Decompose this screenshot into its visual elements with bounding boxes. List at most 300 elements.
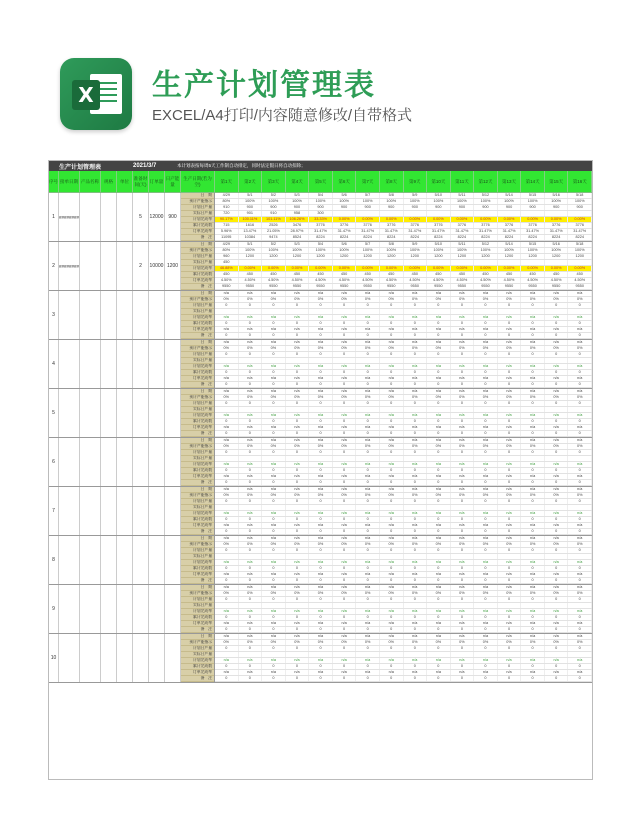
grid-cell: 0% [568, 297, 592, 302]
grid-cell: 0 [521, 578, 545, 583]
grid-cell: n/a [427, 462, 451, 467]
grid-cell: 0 [262, 548, 286, 553]
metric-label: 累计完成数 [181, 272, 214, 278]
grid-cell: 0 [333, 468, 357, 473]
grid-cell: 9550 [333, 284, 357, 289]
grid-cell: n/a [545, 560, 569, 565]
grid-cell: 0% [427, 444, 451, 449]
grid-cell [498, 554, 522, 559]
grid-cell: 0 [215, 664, 239, 669]
metric-label: 计划完成率 [181, 511, 214, 517]
grid-cell: 0.00% [404, 266, 428, 271]
block-cell [101, 585, 117, 633]
grid-cell: 4.50% [309, 278, 333, 283]
sheet-note: 本计划表按每周5天工作制自动排定，同时法定假日将自动扣除； [177, 163, 306, 168]
grid-cell: 0 [427, 529, 451, 534]
metric-label: 累计完成数 [181, 517, 214, 523]
grid-cell: 0 [262, 566, 286, 571]
grid-cell: 0 [380, 664, 404, 669]
grid-cell: 0 [498, 517, 522, 522]
grid-cell: 450 [356, 272, 380, 277]
grid-cell: n/a [474, 462, 498, 467]
block-cell [80, 585, 101, 633]
plan-block [49, 389, 592, 438]
grid-cell: 9550 [568, 284, 592, 289]
grid-cell: 0 [309, 468, 333, 473]
grid-cell: n/a [333, 560, 357, 565]
grid-cell: 0 [474, 597, 498, 602]
grid-cell: n/a [427, 425, 451, 430]
grid-cell: 100% [333, 199, 357, 204]
metric-labels [181, 438, 215, 486]
grid-cell: 0% [568, 640, 592, 645]
grid-cell: 0.00% [498, 266, 522, 271]
grid-cell: n/a [498, 572, 522, 577]
grid-cell: 0 [262, 303, 286, 308]
grid-cell: 0 [498, 529, 522, 534]
block-cell [101, 389, 117, 437]
grid-cell: n/a [286, 658, 310, 663]
grid-cell [404, 407, 428, 412]
grid-cell: 0 [451, 480, 475, 485]
grid-cell: n/a [239, 572, 263, 577]
grid-cell: n/a [498, 658, 522, 663]
grid-cell: 900 [286, 205, 310, 210]
grid-cell: n/a [380, 523, 404, 528]
metric-label: 日 期 [181, 536, 214, 542]
grid-cell: n/a [568, 536, 592, 541]
grid-cell [309, 603, 333, 608]
grid-cell [474, 456, 498, 461]
grid-cell: 0 [521, 566, 545, 571]
grid-cell [286, 358, 310, 363]
grid-cell: 0 [380, 468, 404, 473]
grid-cell: 0 [451, 352, 475, 357]
grid-cell: 0 [286, 529, 310, 534]
grid-cell: n/a [333, 474, 357, 479]
metric-label: 计划完成率 [181, 560, 214, 566]
grid-cell: 8224 [333, 235, 357, 240]
block-cell: 8 [49, 536, 59, 584]
grid-cell [451, 456, 475, 461]
grid-cell: n/a [333, 291, 357, 296]
day-grid [215, 193, 592, 241]
grid-cell: 0 [498, 333, 522, 338]
grid-cell: 0 [309, 480, 333, 485]
grid-cell: 0 [215, 419, 239, 424]
grid-cell: n/a [427, 487, 451, 492]
grid-cell: 0 [427, 664, 451, 669]
grid-cell: 900 [309, 205, 333, 210]
grid-cell: n/a [239, 621, 263, 626]
grid-cell [262, 407, 286, 412]
grid-cell [333, 260, 357, 265]
excel-logo-icon: X [60, 58, 132, 130]
grid-cell: 9550 [427, 284, 451, 289]
grid-cell: 0 [545, 321, 569, 326]
grid-cell: 9550 [356, 284, 380, 289]
grid-cell: n/a [521, 413, 545, 418]
grid-cell: n/a [239, 609, 263, 614]
grid-cell: n/a [309, 634, 333, 639]
grid-cell: n/a [545, 389, 569, 394]
grid-cell [380, 603, 404, 608]
grid-cell: n/a [498, 291, 522, 296]
block-cell [80, 487, 101, 535]
column-header: 第2天 [239, 171, 263, 192]
grid-cell: n/a [333, 511, 357, 516]
grid-cell [356, 260, 380, 265]
grid-cell: 0 [521, 480, 545, 485]
grid-cell: n/a [333, 462, 357, 467]
grid-cell: n/a [404, 536, 428, 541]
block-cell [165, 389, 181, 437]
grid-cell: 0 [309, 303, 333, 308]
block-cell [149, 340, 165, 388]
metric-labels [181, 291, 215, 339]
grid-cell: 0 [356, 419, 380, 424]
day-grid [215, 487, 592, 535]
grid-cell: 90.17% [215, 217, 239, 222]
grid-cell: 0 [262, 321, 286, 326]
grid-cell: 0 [239, 578, 263, 583]
grid-cell: 0 [404, 664, 428, 669]
grid-cell: 31.47% [404, 229, 428, 234]
grid-cell: n/a [568, 462, 592, 467]
grid-cell: 5/9 [404, 193, 428, 198]
grid-cell: n/a [380, 315, 404, 320]
grid-cell: 0 [545, 664, 569, 669]
grid-cell: 0 [427, 370, 451, 375]
grid-cell: 900 [474, 205, 498, 210]
block-cell [165, 634, 181, 682]
grid-cell: n/a [356, 474, 380, 479]
grid-cell: 46.88% [215, 266, 239, 271]
grid-cell: 100% [333, 248, 357, 253]
grid-cell: 0% [333, 297, 357, 302]
metric-label: 日 期 [181, 585, 214, 591]
grid-cell: 0 [333, 517, 357, 522]
grid-cell: 5/11 [451, 193, 475, 198]
grid-cell: 0% [380, 542, 404, 547]
grid-cell [521, 407, 545, 412]
block-cell: 10 [49, 634, 59, 682]
block-cell [80, 634, 101, 682]
grid-cell: 0 [474, 382, 498, 387]
grid-cell: 0% [356, 542, 380, 547]
block-cell [101, 193, 117, 241]
grid-cell: n/a [309, 413, 333, 418]
grid-cell: 0 [239, 419, 263, 424]
grid-cell: 0% [239, 395, 263, 400]
block-cell [117, 242, 133, 290]
grid-cell: 0 [215, 352, 239, 357]
grid-cell: 450 [380, 272, 404, 277]
metric-label: 订单完成率 [181, 229, 214, 235]
grid-cell: 0 [498, 352, 522, 357]
grid-cell: n/a [286, 291, 310, 296]
grid-cell: 0% [404, 395, 428, 400]
grid-cell [521, 358, 545, 363]
grid-cell: 0 [215, 333, 239, 338]
grid-cell: 100% [521, 199, 545, 204]
metric-labels [181, 585, 215, 633]
grid-cell: 0% [545, 395, 569, 400]
grid-cell: 0 [262, 450, 286, 455]
grid-cell: n/a [404, 474, 428, 479]
grid-cell: n/a [309, 572, 333, 577]
grid-cell: 900 [521, 205, 545, 210]
grid-cell: 0 [286, 303, 310, 308]
grid-cell: 9550 [262, 284, 286, 289]
metric-label: 实际日产量 [181, 309, 214, 315]
grid-cell: 0 [451, 431, 475, 436]
grid-cell: 0.00% [356, 266, 380, 271]
block-cell [80, 438, 101, 486]
grid-cell: 0 [309, 382, 333, 387]
grid-cell [568, 505, 592, 510]
grid-cell: 0% [380, 591, 404, 596]
grid-cell: 0 [404, 370, 428, 375]
grid-cell: n/a [215, 364, 239, 369]
grid-cell: 100.11% [239, 217, 263, 222]
grid-cell: n/a [356, 315, 380, 320]
block-cell [133, 389, 149, 437]
grid-cell: 4.50% [286, 278, 310, 283]
column-header: 第6天 [333, 171, 357, 192]
grid-cell: 0 [239, 401, 263, 406]
grid-cell [521, 309, 545, 314]
block-cell [117, 487, 133, 535]
grid-cell: n/a [451, 376, 475, 381]
grid-cell: 0% [309, 542, 333, 547]
grid-cell: n/a [215, 462, 239, 467]
grid-cell: n/a [380, 413, 404, 418]
grid-cell: 1200 [286, 254, 310, 259]
grid-cell: n/a [215, 487, 239, 492]
grid-cell [474, 358, 498, 363]
grid-cell: 0 [262, 529, 286, 534]
grid-cell: n/a [521, 511, 545, 516]
grid-cell: 0 [427, 578, 451, 583]
grid-cell: 8224 [427, 235, 451, 240]
grid-cell: n/a [380, 511, 404, 516]
grid-cell: n/a [427, 621, 451, 626]
grid-cell: 0 [380, 597, 404, 602]
grid-cell: n/a [262, 621, 286, 626]
grid-cell: 0 [333, 646, 357, 651]
grid-cell: 900 [427, 205, 451, 210]
grid-cell [545, 652, 569, 657]
block-cell [133, 438, 149, 486]
grid-cell: 9550 [521, 284, 545, 289]
grid-cell: n/a [404, 609, 428, 614]
metric-label: 实际日产量 [181, 260, 214, 266]
grid-cell: 0% [262, 346, 286, 351]
plan-block [49, 634, 592, 683]
grid-cell: 0 [286, 419, 310, 424]
grid-cell: n/a [568, 315, 592, 320]
grid-cell [404, 505, 428, 510]
grid-cell: 5/14 [498, 242, 522, 247]
grid-cell: 450 [215, 272, 239, 277]
grid-cell: 100% [262, 248, 286, 253]
grid-cell: n/a [404, 572, 428, 577]
grid-cell: 1200 [380, 254, 404, 259]
grid-cell: 5/16 [545, 193, 569, 198]
grid-cell [404, 554, 428, 559]
metric-label: 备 注 [181, 676, 214, 682]
metric-label: 备 注 [181, 529, 214, 535]
block-cell [117, 340, 133, 388]
page-title: 生产计划管理表 [152, 69, 376, 102]
block-cell: ######## [59, 242, 80, 290]
grid-cell: n/a [521, 536, 545, 541]
metric-label: 订单完成率 [181, 425, 214, 431]
grid-cell: 9550 [451, 284, 475, 289]
grid-cell: 5/1 [239, 193, 263, 198]
grid-cell: 5/2 [262, 242, 286, 247]
grid-cell: 300 [309, 211, 333, 216]
grid-cell: 960 [215, 254, 239, 259]
metric-label: 计划完成率 [181, 413, 214, 419]
grid-cell: n/a [215, 560, 239, 565]
metric-label: 累计完成数 [181, 615, 214, 621]
grid-cell: n/a [262, 511, 286, 516]
grid-cell [404, 260, 428, 265]
grid-cell: n/a [545, 621, 569, 626]
grid-cell: n/a [521, 327, 545, 332]
grid-cell: 0% [451, 640, 475, 645]
grid-cell: 0 [568, 646, 592, 651]
metric-label: 计划日产量 [181, 450, 214, 456]
block-cell: 1200 [165, 242, 181, 290]
grid-cell: 5/7 [356, 242, 380, 247]
grid-cell: 8224 [451, 235, 475, 240]
grid-cell: 0 [262, 480, 286, 485]
grid-cell: n/a [262, 609, 286, 614]
grid-cell: 100% [262, 199, 286, 204]
grid-cell: 1200 [498, 254, 522, 259]
grid-cell: 0 [286, 431, 310, 436]
grid-cell: 0% [451, 591, 475, 596]
grid-cell: 0% [451, 542, 475, 547]
grid-cell: 0 [498, 615, 522, 620]
metric-label: 累计完成数 [181, 468, 214, 474]
grid-cell: n/a [427, 523, 451, 528]
metric-label: 日 期 [181, 242, 214, 248]
grid-cell: n/a [474, 474, 498, 479]
grid-cell: 0% [309, 640, 333, 645]
grid-cell: n/a [309, 536, 333, 541]
spreadsheet-preview [48, 160, 593, 780]
grid-cell: 0% [404, 640, 428, 645]
grid-cell: 0 [568, 431, 592, 436]
grid-cell [215, 652, 239, 657]
grid-cell: 0 [215, 450, 239, 455]
grid-cell: 0% [427, 542, 451, 547]
grid-cell: 0% [215, 444, 239, 449]
grid-cell: n/a [380, 474, 404, 479]
grid-cell: 0% [427, 395, 451, 400]
grid-cell: n/a [309, 511, 333, 516]
grid-cell: n/a [474, 340, 498, 345]
grid-cell: n/a [404, 462, 428, 467]
grid-cell [333, 211, 357, 216]
grid-cell: 0 [309, 566, 333, 571]
grid-cell: n/a [404, 523, 428, 528]
grid-cell: 4.50% [451, 278, 475, 283]
grid-cell: n/a [474, 585, 498, 590]
grid-cell: n/a [521, 364, 545, 369]
grid-cell: n/a [474, 560, 498, 565]
grid-cell [474, 505, 498, 510]
grid-cell: 0 [262, 597, 286, 602]
grid-cell: n/a [427, 315, 451, 320]
grid-cell: n/a [474, 364, 498, 369]
grid-cell: 0 [239, 370, 263, 375]
grid-cell: 0 [215, 548, 239, 553]
grid-cell: n/a [356, 658, 380, 663]
grid-cell: 958 [286, 211, 310, 216]
grid-cell: n/a [309, 585, 333, 590]
grid-cell: 0% [262, 591, 286, 596]
grid-cell: n/a [474, 376, 498, 381]
grid-cell: 0% [498, 591, 522, 596]
block-cell [133, 487, 149, 535]
grid-cell: n/a [545, 462, 569, 467]
grid-cell: n/a [356, 621, 380, 626]
grid-cell: 0 [498, 401, 522, 406]
grid-cell: 0 [427, 382, 451, 387]
grid-cell: 0 [380, 431, 404, 436]
grid-cell [545, 309, 569, 314]
grid-cell: n/a [333, 585, 357, 590]
block-cell: 2 [133, 242, 149, 290]
grid-cell: 0% [545, 591, 569, 596]
grid-cell: 5/7 [356, 193, 380, 198]
grid-cell [427, 309, 451, 314]
grid-cell: n/a [568, 438, 592, 443]
plan-block [49, 340, 592, 389]
grid-cell: n/a [474, 658, 498, 663]
grid-cell: 0 [286, 664, 310, 669]
grid-cell: 8224 [309, 235, 333, 240]
grid-cell: n/a [239, 413, 263, 418]
grid-cell: 0 [333, 401, 357, 406]
grid-cell: 5/16 [545, 242, 569, 247]
block-cell [80, 193, 101, 241]
grid-cell: 0 [404, 401, 428, 406]
grid-cell: 0 [427, 615, 451, 620]
metric-labels [181, 242, 215, 290]
grid-cell: 0 [427, 627, 451, 632]
grid-cell: n/a [239, 340, 263, 345]
block-cell: 10000 [149, 242, 165, 290]
grid-cell: n/a [521, 560, 545, 565]
block-cell [101, 438, 117, 486]
grid-cell: 0.00% [309, 266, 333, 271]
grid-cell: n/a [568, 376, 592, 381]
block-cell [101, 487, 117, 535]
grid-cell [309, 456, 333, 461]
grid-cell: 8224 [568, 235, 592, 240]
column-header: 规格 [101, 171, 117, 192]
grid-cell: 0% [474, 542, 498, 547]
grid-cell [309, 407, 333, 412]
grid-cell: n/a [474, 438, 498, 443]
grid-cell: 9550 [309, 284, 333, 289]
